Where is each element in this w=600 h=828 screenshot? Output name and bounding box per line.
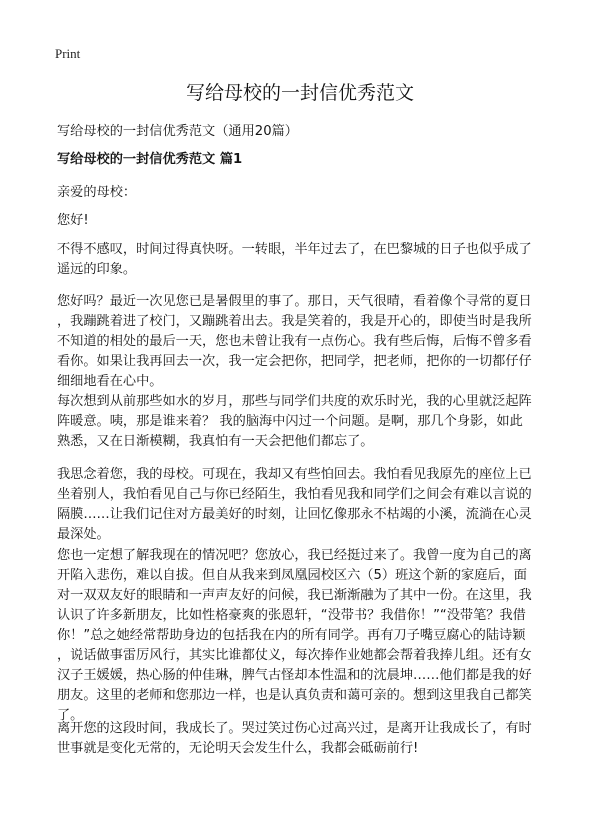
paragraph-line: 每次想到从前那些如水的岁月，那些与同学们共度的欢乐时光，我的心里就泛起阵 [57, 394, 532, 409]
paragraph-line: 对一双双友好的眼睛和一声声友好的问候，我已渐渐融为了其中一份。在这里，我 [57, 588, 532, 603]
document-subtitle: 写给母校的一封信优秀范文（通用20篇） [57, 124, 298, 139]
paragraph-4 [57, 465, 551, 545]
paragraph-line: 不知道的相处的最后一天，您也未曾让我有一点伤心。我有些后悔，后悔不曾多看 [57, 334, 532, 349]
paragraph-line: ，我蹦跳着进了校门，又蹦跳着出去。我是笑着的，我是开心的，即使当时是我所 [57, 314, 532, 329]
paragraph-line: 您也一定想了解我现在的情况吧？您放心，我已经挺过来了。我曾一度为自己的离 [57, 548, 532, 563]
paragraph-line: 最深处。 [57, 527, 110, 542]
paragraph-line: 开陷入悲伤，难以自拔。但自从我来到凤凰园校区六（5）班这个新的家庭后，面 [57, 568, 527, 583]
paragraph-line: 离开您的这段时间，我成长了。哭过笑过伤心过高兴过，是离开让我成长了，有时 [57, 721, 532, 736]
paragraph-line: 遥远的印象。 [57, 262, 137, 277]
paragraph-line: 坐着别人，我怕看见自己与你已经陌生，我怕看见我和同学们之间会有难以言说的 [57, 487, 532, 502]
paragraph-line: 不得不感叹，时间过得真快呀。一转眼，半年过去了，在巴黎城的日子也似乎成了 [57, 242, 532, 257]
paragraph-line: 认识了许多新朋友，比如性格豪爽的张恩轩，“没带书？我借你！”“没带笔？我借 [57, 608, 526, 623]
paragraph-line: 世事就是变化无常的，无论明天会发生什么，我都会砥砺前行! [57, 741, 419, 756]
paragraph-line: 看你。如果让我再回去一次，我一定会把你，把同学，把老师，把你的一切都仔仔 [57, 354, 532, 369]
paragraph-1 [57, 240, 551, 280]
paragraph-line: 了。 [57, 708, 84, 723]
paragraph-2 [57, 292, 551, 392]
paragraph-line: 朋友。这里的老师和您那边一样，也是认真负责和蔼可亲的。想到这里我自己都笑 [57, 688, 532, 703]
letter-greeting: 您好! [57, 213, 89, 228]
print-label[interactable]: Print [55, 46, 81, 61]
paragraph-5 [57, 546, 551, 726]
paragraph-6 [57, 719, 551, 759]
paragraph-line: ，说话做事雷厉风行，其实比谁都仗义，每次捧作业她都会帮着我捧儿组。还有女 [57, 648, 532, 663]
paragraph-line: 汉子王媛媛，热心肠的仲佳琳，脾气古怪却本性温和的沈晨坤……他们都是我的好 [57, 668, 532, 683]
page-title: 写给母校的一封信优秀范文 [185, 82, 414, 104]
paragraph-line: 阵暖意。咦，那是谁来着？ 我的脑海中闪过一个问题。是啊，那几个身影，如此 [57, 414, 523, 429]
paragraph-line: 你！”总之她经常帮助身边的包括我在内的所有同学。再有刀子嘴豆腐心的陆诗颖 [57, 628, 526, 643]
section-heading: 写给母校的一封信优秀范文 篇1 [57, 152, 243, 167]
paragraph-line: 隔膜……让我们记住对方最美好的时刻，让回忆像那永不枯竭的小溪，流淌在心灵 [57, 507, 532, 522]
paragraph-line: 细细地看在心中。 [57, 374, 163, 389]
paragraph-line: 您好吗？最近一次见您已是暑假里的事了。那日，天气很晴，看着像个寻常的夏日 [57, 294, 532, 309]
paragraph-line: 熟悉，又在日渐模糊，我真怕有一天会把他们都忘了。 [57, 434, 374, 449]
paragraph-line: 我思念着您，我的母校。可现在，我却又有些怕回去。我怕看见我原先的座位上已 [57, 467, 532, 482]
paragraph-3 [57, 392, 551, 452]
letter-salutation: 亲爱的母校： [57, 185, 137, 200]
